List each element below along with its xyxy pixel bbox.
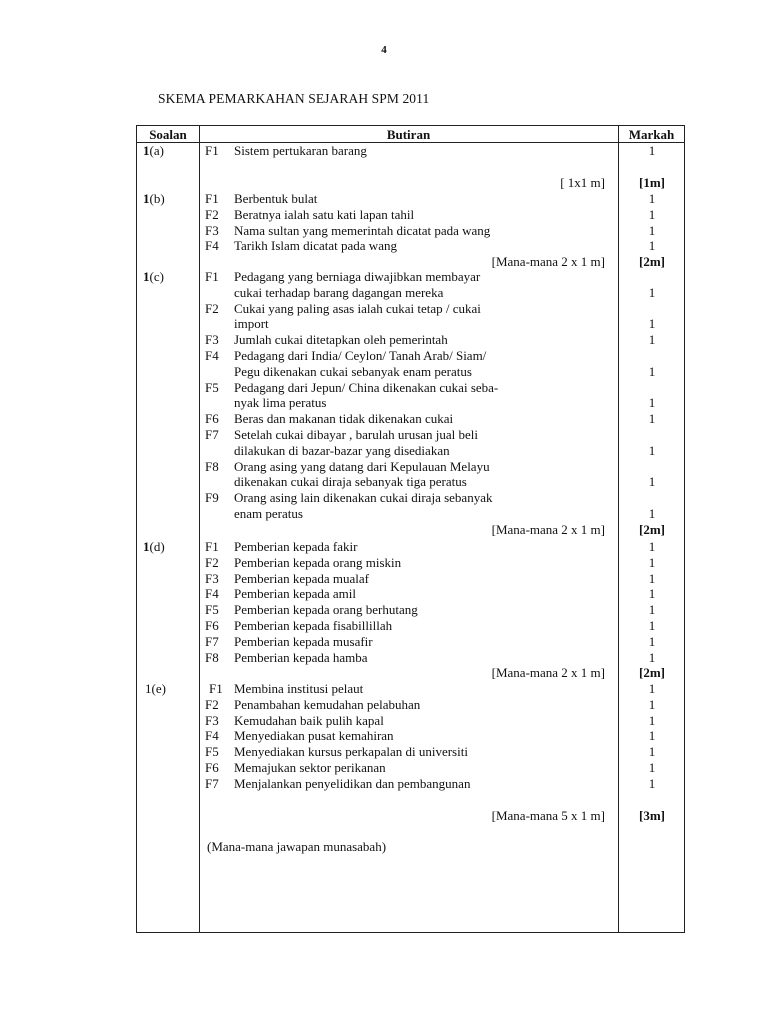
item-code: F8: [205, 458, 219, 474]
question-label: 1(a): [143, 143, 164, 158]
item-text: Pemberian kepada amil: [234, 586, 357, 602]
question-label: 1(e): [145, 681, 166, 696]
item-code: F5: [205, 744, 219, 760]
item-code: F1: [205, 269, 219, 284]
item-text: Menyediakan kursus perkapalan di universiti: [234, 744, 468, 760]
item-mark: 1: [648, 633, 656, 649]
item-code: F1: [205, 191, 219, 206]
item-code: F3: [205, 570, 219, 586]
item-text: Setelah cukai dibayar , barulah urusan jual beli: [234, 427, 479, 442]
item-mark: 1: [648, 539, 656, 554]
item-text: Orang asing yang datang dari Kepulauan Melayu: [234, 458, 490, 474]
item-mark: 1: [648, 681, 656, 696]
item-text: Berbentuk bulat: [234, 191, 318, 206]
column-divider: [199, 126, 200, 932]
item-text: Pemberian kepada orang miskin: [234, 554, 402, 570]
item-code: F6: [205, 411, 219, 427]
section-total-mark: [2m]: [639, 521, 665, 537]
item-code: F4: [205, 348, 219, 363]
item-mark: 1: [648, 618, 656, 633]
item-code: F1: [205, 539, 219, 554]
item-code: F2: [205, 300, 219, 316]
section-summary: [Mana-mana 2 x 1 m]: [491, 521, 605, 537]
item-code: F1: [209, 681, 223, 696]
item-mark: 1: [648, 602, 656, 618]
item-text: dilakukan di bazar-bazar yang disediakan: [234, 442, 450, 458]
item-text: enam peratus: [234, 506, 303, 521]
item-mark: 1: [648, 712, 656, 728]
item-text: Sistem pertukaran barang: [234, 143, 367, 158]
section-summary: [Mana-mana 2 x 1 m]: [491, 254, 605, 270]
item-text: import: [234, 316, 269, 332]
item-text: Pedagang dari India/ Ceylon/ Tanah Arab/ Siam/: [234, 348, 487, 363]
header-soalan: Soalan: [149, 127, 187, 142]
item-mark: 1: [648, 206, 656, 222]
item-code: F5: [205, 602, 219, 618]
page-number: 4: [381, 44, 387, 56]
item-text: Pedagang yang berniaga diwajibkan membayar: [234, 269, 481, 284]
item-text: Penambahan kemudahan pelabuhan: [234, 696, 421, 712]
item-code: F4: [205, 238, 219, 254]
section-total-mark: [2m]: [639, 665, 665, 681]
item-text: Beras dan makanan tidak dikenakan cukai: [234, 411, 454, 427]
item-text: cukai terhadap barang dagangan mereka: [234, 284, 444, 300]
item-code: F3: [205, 222, 219, 238]
item-code: F4: [205, 728, 219, 744]
item-mark: 1: [648, 191, 656, 206]
item-code: F9: [205, 490, 219, 506]
item-text: Cukai yang paling asas ialah cukai tetap / cukai: [234, 300, 481, 316]
item-text: Pemberian kepada fakir: [234, 539, 358, 554]
item-mark: 1: [648, 649, 656, 665]
item-code: F7: [205, 775, 219, 791]
item-code: F8: [205, 649, 219, 665]
section-summary: [Mana-mana 5 x 1 m]: [491, 807, 605, 823]
item-mark: 1: [648, 506, 656, 521]
item-text: Orang asing lain dikenakan cukai diraja sebanyak: [234, 490, 493, 506]
item-text: Nama sultan yang memerintah dicatat pada wang: [234, 222, 491, 238]
item-text: Kemudahan baik pulih kapal: [234, 712, 384, 728]
header-markah: Markah: [628, 127, 675, 142]
item-mark: 1: [648, 554, 656, 570]
document-title: SKEMA PEMARKAHAN SEJARAH SPM 2011: [158, 91, 430, 106]
question-label: 1(b): [143, 191, 165, 206]
item-mark: 1: [648, 363, 656, 379]
item-mark: 1: [648, 760, 656, 775]
item-code: F2: [205, 206, 219, 222]
item-text: Memajukan sektor perikanan: [234, 760, 386, 775]
item-mark: 1: [648, 143, 656, 158]
item-text: Jumlah cukai ditetapkan oleh pemerintah: [234, 332, 448, 348]
section-total-mark: [1m]: [639, 174, 665, 190]
item-code: F5: [205, 379, 219, 395]
item-mark: 1: [648, 411, 656, 427]
item-mark: 1: [648, 395, 656, 411]
marking-scheme-table: [136, 125, 685, 933]
item-mark: 1: [648, 332, 656, 348]
item-text: Pedagang dari Jepun/ China dikenakan cukai seba-: [234, 379, 499, 395]
item-code: F7: [205, 633, 219, 649]
item-text: Pemberian kepada fisabillillah: [234, 618, 393, 633]
item-text: dikenakan cukai diraja sebanyak tiga peratus: [234, 474, 467, 490]
question-label: 1(c): [143, 269, 164, 284]
item-mark: 1: [648, 586, 656, 602]
item-mark: 1: [648, 238, 656, 254]
item-code: F2: [205, 696, 219, 712]
item-text: Beratnya ialah satu kati lapan tahil: [234, 206, 415, 222]
item-text: Membina institusi pelaut: [234, 681, 364, 696]
item-mark: 1: [648, 775, 656, 791]
item-code: F3: [205, 332, 219, 348]
item-text: Pemberian kepada mualaf: [234, 570, 369, 586]
question-label: 1(d): [143, 539, 165, 554]
section-total-mark: [2m]: [639, 254, 665, 270]
header-butiran: Butiran: [386, 127, 431, 142]
item-code: F2: [205, 554, 219, 570]
item-code: F1: [205, 143, 219, 158]
section-summary: [Mana-mana 2 x 1 m]: [491, 665, 605, 681]
item-code: F7: [205, 427, 219, 442]
item-text: Tarikh Islam dicatat pada wang: [234, 238, 397, 254]
item-code: F3: [205, 712, 219, 728]
item-code: F6: [205, 618, 219, 633]
item-text: nyak lima peratus: [234, 395, 327, 411]
section-summary: [ 1x1 m]: [560, 174, 605, 190]
item-mark: 1: [648, 284, 656, 300]
item-text: Pemberian kepada hamba: [234, 649, 368, 665]
item-mark: 1: [648, 316, 656, 332]
item-mark: 1: [648, 728, 656, 744]
item-code: F6: [205, 760, 219, 775]
item-mark: 1: [648, 474, 656, 490]
item-mark: 1: [648, 696, 656, 712]
item-text: Pegu dikenakan cukai sebanyak enam peratus: [234, 363, 472, 379]
item-mark: 1: [648, 222, 656, 238]
item-text: Pemberian kepada orang berhutang: [234, 602, 418, 618]
section-total-mark: [3m]: [639, 807, 665, 823]
item-mark: 1: [648, 570, 656, 586]
item-mark: 1: [648, 744, 656, 760]
item-text: Pemberian kepada musafir: [234, 633, 373, 649]
item-code: F4: [205, 586, 219, 602]
item-text: Menjalankan penyelidikan dan pembangunan: [234, 775, 471, 791]
footnote: (Mana-mana jawapan munasabah): [207, 838, 387, 854]
item-mark: 1: [648, 442, 656, 458]
item-text: Menyediakan pusat kemahiran: [234, 728, 394, 744]
